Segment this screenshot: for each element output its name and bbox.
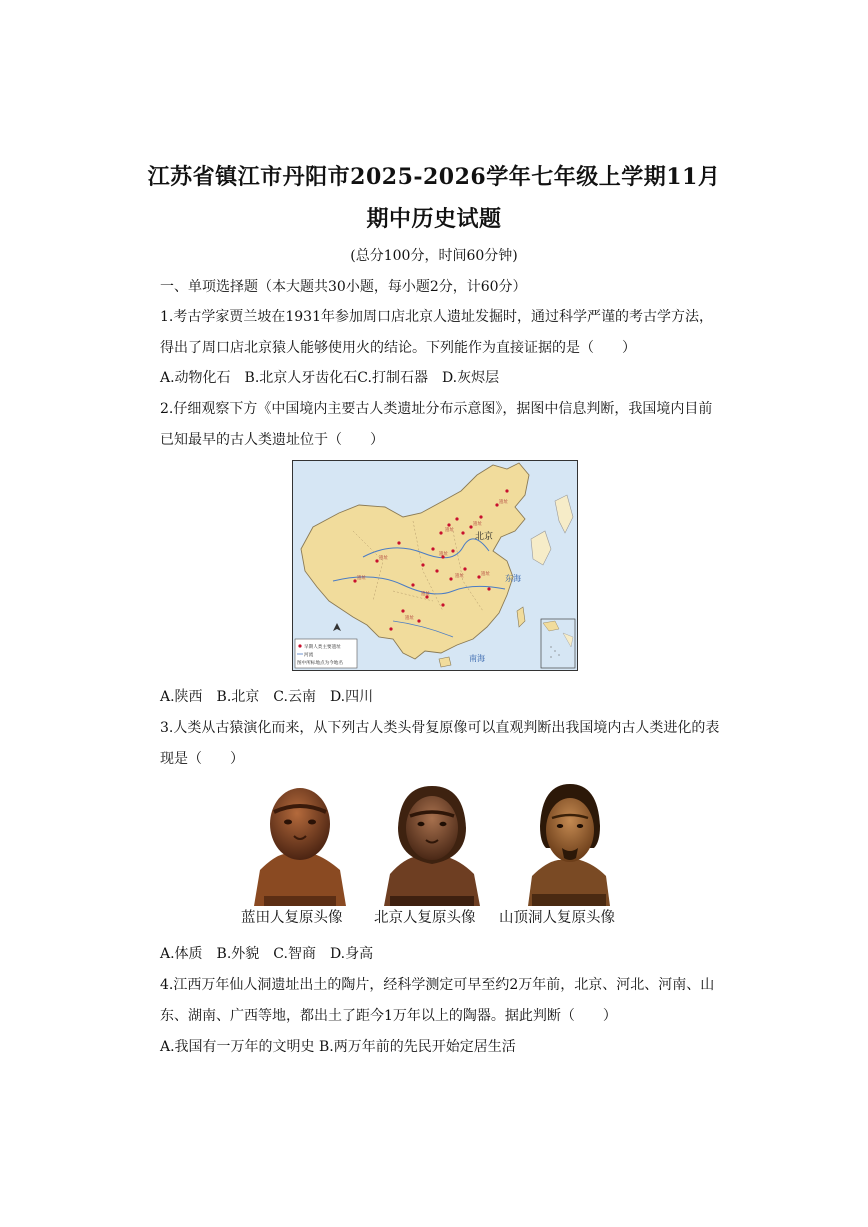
map-east-sea-label: 东海: [505, 574, 521, 583]
upper-cave-man-bust-image: [514, 778, 624, 908]
q4-stem-line2: 东、湖南、广西等地，都出土了距今1万年以上的陶器。据此判断（ ）: [160, 1008, 617, 1024]
q2-stem-line2: 已知最早的古人类遗址位于（ ）: [160, 432, 384, 448]
q2-stem-line1: 2.仔细观察下方《中国境内主要古人类遗址分布示意图》，据图中信息判断，我国境内目前: [160, 401, 713, 417]
q1-stem-line2: 得出了周口店北京猿人能够使用火的结论。下列能作为直接证据的是（ ）: [160, 340, 636, 356]
q4-stem-line1: 4.江西万年仙人洞遗址出土的陶片，经科学测定可早至约2万年前，北京、河北、河南、山: [160, 977, 715, 993]
map-legend-river: 河流: [304, 653, 314, 658]
map-south-sea-label: 南海: [469, 654, 485, 663]
q4-options-line1: A.我国有一万年的文明史 B.两万年前的先民开始定居生活: [160, 1039, 516, 1055]
caption-peking-man: 北京人复原头像: [374, 910, 476, 926]
exam-subtitle: (总分100分，时间60分钟): [350, 248, 518, 264]
svg-text:遗址: 遗址: [357, 576, 366, 581]
peking-man-bust-image: [376, 778, 486, 908]
q3-stem-line2: 现是（ ）: [160, 751, 244, 767]
map-beijing-label: 北京: [475, 532, 494, 542]
map-legend-note: 图中所标地点为今地名: [297, 661, 343, 666]
q2-options: A.陕西 B.北京 C.云南 D.四川: [160, 689, 374, 705]
caption-lantian-man: 蓝田人复原头像: [241, 910, 343, 926]
svg-text:遗址: 遗址: [405, 616, 414, 621]
exam-title-line2: 期中历史试题: [366, 206, 502, 232]
svg-text:遗址: 遗址: [455, 574, 464, 579]
china-map-graphic: [293, 461, 577, 670]
section-heading: 一、单项选择题（本大题共30小题，每小题2分，计60分）: [160, 279, 527, 295]
svg-text:遗址: 遗址: [439, 552, 448, 557]
china-sites-map: [292, 460, 578, 671]
q1-stem-line1: 1.考古学家贾兰坡在1931年参加周口店北京人遗址发掘时，通过科学严谨的考古学方法，: [160, 309, 713, 325]
svg-text:遗址: 遗址: [499, 500, 508, 505]
svg-text:遗址: 遗址: [481, 572, 490, 577]
svg-text:遗址: 遗址: [421, 592, 430, 597]
caption-upper-cave-man: 山顶洞人复原头像: [499, 910, 615, 926]
svg-text:遗址: 遗址: [445, 528, 454, 533]
q3-stem-line1: 3.人类从古猿演化而来，从下列古人类头骨复原像可以直观判断出我国境内古人类进化的表: [160, 720, 720, 736]
map-legend-site: 早期人类主要遗址: [304, 645, 341, 650]
lantian-man-bust-image: [244, 778, 354, 908]
exam-title-line1: 江苏省镇江市丹阳市2025-2026学年七年级上学期11月: [147, 164, 721, 190]
q3-options: A.体质 B.外貌 C.智商 D.身高: [160, 946, 374, 962]
q1-options: A.动物化石 B.北京人牙齿化石C.打制石器 D.灰烬层: [160, 370, 500, 386]
svg-text:遗址: 遗址: [379, 556, 388, 561]
svg-text:遗址: 遗址: [473, 522, 482, 527]
